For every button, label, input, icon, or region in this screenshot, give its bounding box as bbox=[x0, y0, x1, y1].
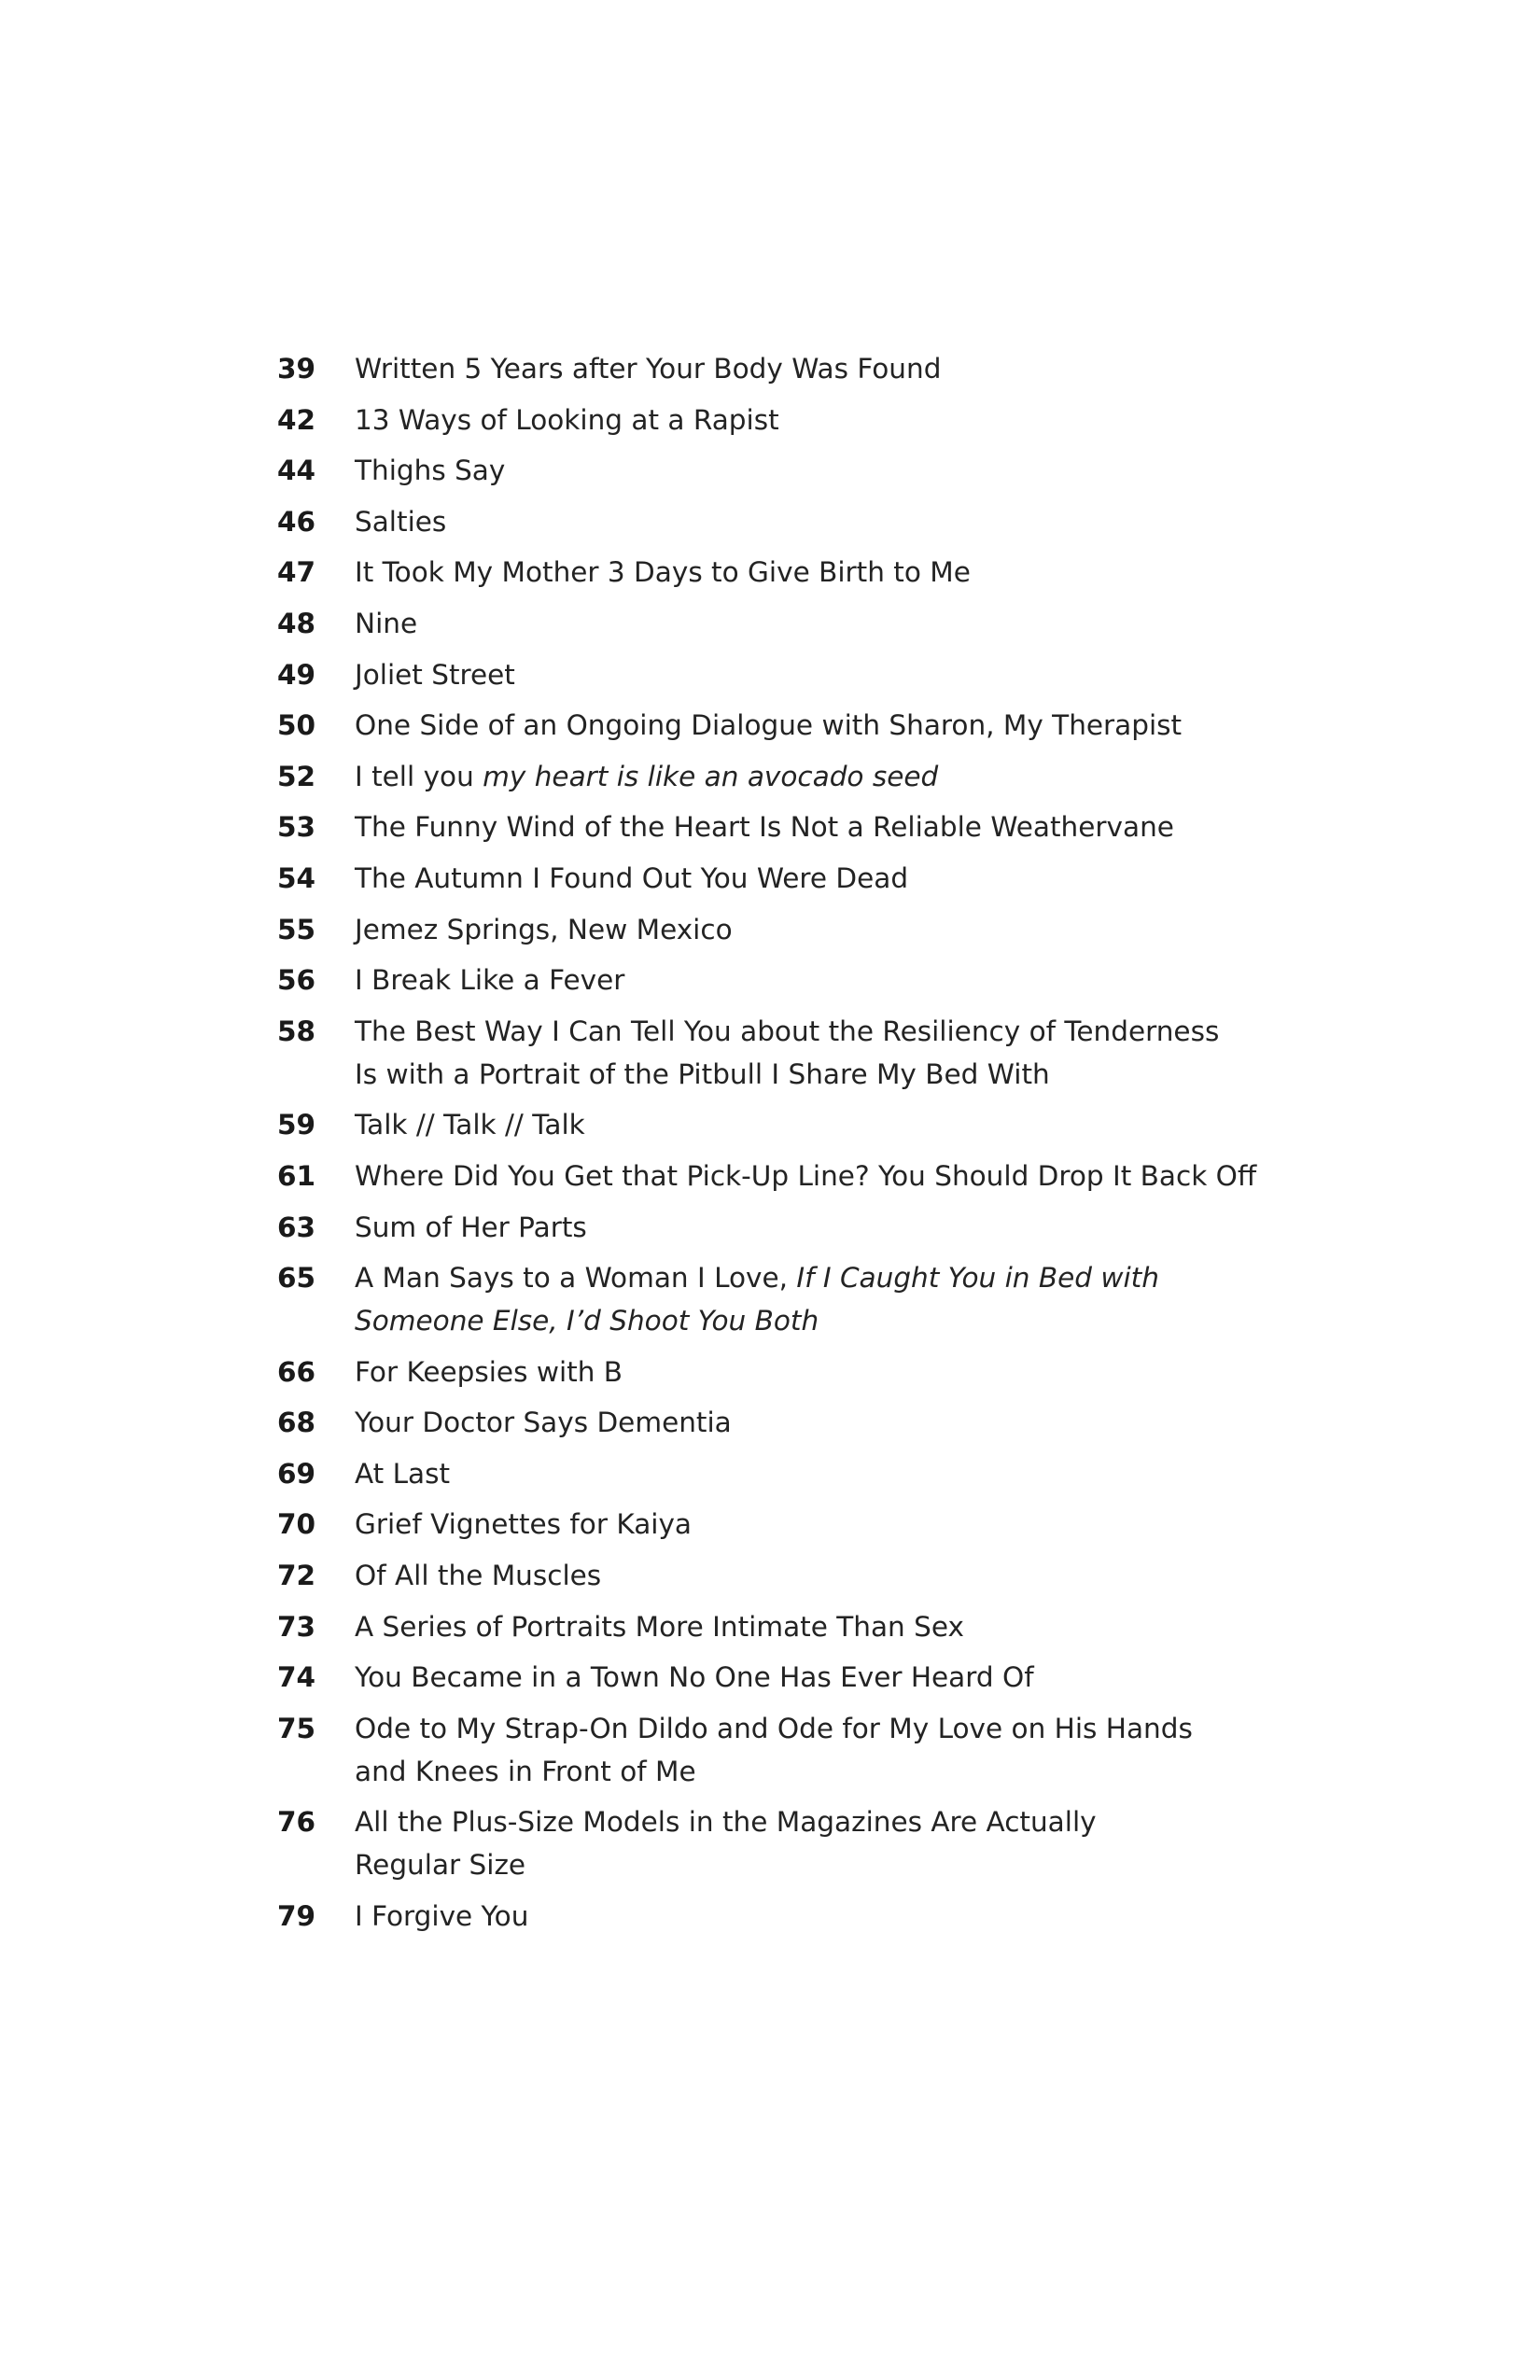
title-line bbox=[355, 1351, 1297, 1393]
page-number: 58 bbox=[276, 1015, 315, 1047]
title-line bbox=[355, 1103, 1297, 1146]
page-number: 61 bbox=[276, 1159, 315, 1192]
title-text: At Last bbox=[355, 1457, 451, 1490]
title-text: I Forgive You bbox=[355, 1900, 529, 1933]
table-of-contents bbox=[261, 347, 1307, 1946]
title-line bbox=[355, 1206, 1297, 1249]
page-number: 46 bbox=[276, 505, 315, 538]
title-text: Talk // Talk // Talk bbox=[355, 1109, 585, 1141]
page-number: 50 bbox=[276, 709, 315, 742]
toc-entry bbox=[261, 1605, 1307, 1648]
toc-entry bbox=[261, 1503, 1307, 1546]
title-text: Where Did You Get that Pick-Up Line? You Should Drop It Back Off bbox=[355, 1159, 1257, 1192]
page-number: 72 bbox=[276, 1560, 315, 1592]
title-text: A Man Says to a Woman I Love, bbox=[355, 1262, 797, 1295]
title-text: The Best Way I Can Tell You about the Resiliency of Tenderness bbox=[355, 1015, 1220, 1047]
entry-title bbox=[355, 1554, 1297, 1597]
toc-entry bbox=[261, 500, 1307, 543]
title-line bbox=[355, 1750, 1297, 1793]
toc-entry bbox=[261, 1206, 1307, 1249]
page-number: 52 bbox=[276, 760, 315, 792]
toc-entry bbox=[261, 755, 1307, 798]
toc-entry bbox=[261, 1707, 1307, 1793]
page-number: 47 bbox=[276, 556, 315, 589]
page-number: 48 bbox=[276, 607, 315, 639]
entry-title bbox=[355, 1351, 1297, 1393]
title-line bbox=[355, 1605, 1297, 1648]
toc-entry bbox=[261, 347, 1307, 390]
toc-entry bbox=[261, 1010, 1307, 1096]
title-line bbox=[355, 500, 1297, 543]
entry-title bbox=[355, 805, 1297, 848]
title-text: Grief Vignettes for Kaiya bbox=[355, 1508, 693, 1541]
entry-title bbox=[355, 551, 1297, 594]
title-line bbox=[355, 1299, 1297, 1342]
title-text: All the Plus-Size Models in the Magazines Are Actually bbox=[355, 1806, 1097, 1839]
title-text: Of All the Muscles bbox=[355, 1560, 602, 1592]
title-text: I tell you bbox=[355, 760, 483, 792]
title-text: Salties bbox=[355, 505, 447, 538]
title-text: A Series of Portraits More Intimate Than Sex bbox=[355, 1610, 964, 1643]
toc-entry bbox=[261, 1895, 1307, 1938]
toc-entry bbox=[261, 908, 1307, 951]
title-line bbox=[355, 551, 1297, 594]
title-line bbox=[355, 653, 1297, 696]
title-line bbox=[355, 805, 1297, 848]
title-text: Is with a Portrait of the Pitbull I Share My Bed With bbox=[355, 1057, 1050, 1090]
title-text: Thighs Say bbox=[355, 455, 506, 487]
toc-entry bbox=[261, 1800, 1307, 1886]
title-line bbox=[355, 1503, 1297, 1546]
toc-entry bbox=[261, 857, 1307, 900]
title-text: You Became in a Town No One Has Ever Heard Of bbox=[355, 1661, 1034, 1694]
page-number: 68 bbox=[276, 1407, 315, 1439]
entry-title bbox=[355, 755, 1297, 798]
title-line bbox=[355, 1554, 1297, 1597]
page-number: 73 bbox=[276, 1610, 315, 1643]
toc-entry bbox=[261, 602, 1307, 645]
page-number: 75 bbox=[276, 1712, 315, 1744]
entry-title bbox=[355, 704, 1297, 747]
page-number: 63 bbox=[276, 1211, 315, 1243]
title-italic-text: Someone Else, I’d Shoot You Both bbox=[355, 1305, 819, 1337]
title-text: I Break Like a Fever bbox=[355, 964, 625, 997]
page-number: 66 bbox=[276, 1355, 315, 1388]
entry-title bbox=[355, 500, 1297, 543]
page-number: 39 bbox=[276, 353, 315, 385]
entry-title bbox=[355, 1155, 1297, 1197]
page-number: 59 bbox=[276, 1109, 315, 1141]
title-line bbox=[355, 959, 1297, 1001]
title-text: Ode to My Strap-On Dildo and Ode for My Love on His Hands bbox=[355, 1712, 1193, 1744]
title-line bbox=[355, 602, 1297, 645]
title-line bbox=[355, 1895, 1297, 1938]
toc-entry bbox=[261, 551, 1307, 594]
entry-title bbox=[355, 1256, 1297, 1342]
title-line bbox=[355, 347, 1297, 390]
toc-entry bbox=[261, 959, 1307, 1001]
title-line bbox=[355, 1053, 1297, 1096]
entry-title bbox=[355, 1656, 1297, 1699]
title-line bbox=[355, 449, 1297, 492]
entry-title bbox=[355, 1010, 1297, 1096]
page-number: 69 bbox=[276, 1457, 315, 1490]
title-line bbox=[355, 1843, 1297, 1886]
title-text: and Knees in Front of Me bbox=[355, 1755, 696, 1787]
title-text: Jemez Springs, New Mexico bbox=[355, 913, 733, 945]
title-line bbox=[355, 1707, 1297, 1750]
entry-title bbox=[355, 449, 1297, 492]
page-number: 55 bbox=[276, 913, 315, 945]
toc-entry bbox=[261, 1656, 1307, 1699]
page-number: 65 bbox=[276, 1262, 315, 1295]
title-text: One Side of an Ongoing Dialogue with Sharon, My Therapist bbox=[355, 709, 1183, 742]
title-text: Sum of Her Parts bbox=[355, 1211, 587, 1243]
title-text: The Funny Wind of the Heart Is Not a Reliable Weathervane bbox=[355, 811, 1174, 844]
title-text: Joliet Street bbox=[355, 658, 515, 691]
entry-title bbox=[355, 602, 1297, 645]
toc-entry bbox=[261, 449, 1307, 492]
page-number: 76 bbox=[276, 1806, 315, 1839]
page-number: 56 bbox=[276, 964, 315, 997]
title-line bbox=[355, 1401, 1297, 1444]
page-number: 79 bbox=[276, 1900, 315, 1933]
toc-entry bbox=[261, 704, 1307, 747]
entry-title bbox=[355, 1895, 1297, 1938]
toc-entry bbox=[261, 1256, 1307, 1342]
title-text: Written 5 Years after Your Body Was Found bbox=[355, 353, 942, 385]
title-line bbox=[355, 1256, 1297, 1299]
entry-title bbox=[355, 857, 1297, 900]
page-number: 49 bbox=[276, 658, 315, 691]
title-line bbox=[355, 704, 1297, 747]
entry-title bbox=[355, 399, 1297, 441]
title-text: Your Doctor Says Dementia bbox=[355, 1407, 732, 1439]
page-number: 53 bbox=[276, 811, 315, 844]
title-line bbox=[355, 1155, 1297, 1197]
page-number: 54 bbox=[276, 861, 315, 894]
title-line bbox=[355, 399, 1297, 441]
toc-entry bbox=[261, 1554, 1307, 1597]
entry-title bbox=[355, 908, 1297, 951]
toc-entry bbox=[261, 1155, 1307, 1197]
title-line bbox=[355, 1800, 1297, 1843]
title-line bbox=[355, 1452, 1297, 1495]
toc-entry bbox=[261, 399, 1307, 441]
title-text: 13 Ways of Looking at a Rapist bbox=[355, 403, 779, 436]
title-italic-text: If I Caught You in Bed with bbox=[796, 1262, 1159, 1295]
title-text: The Autumn I Found Out You Were Dead bbox=[355, 861, 909, 894]
title-text: For Keepsies with B bbox=[355, 1355, 623, 1388]
page-number: 74 bbox=[276, 1661, 315, 1694]
entry-title bbox=[355, 1206, 1297, 1249]
toc-entry bbox=[261, 1401, 1307, 1444]
toc-entry bbox=[261, 1103, 1307, 1146]
toc-entry bbox=[261, 1452, 1307, 1495]
page-number: 70 bbox=[276, 1508, 315, 1541]
title-line bbox=[355, 1656, 1297, 1699]
title-italic-text: my heart is like an avocado seed bbox=[483, 760, 939, 792]
entry-title bbox=[355, 1707, 1297, 1793]
title-line bbox=[355, 1010, 1297, 1053]
toc-entry bbox=[261, 805, 1307, 848]
title-line bbox=[355, 755, 1297, 798]
entry-title bbox=[355, 1401, 1297, 1444]
title-text: Nine bbox=[355, 607, 418, 639]
entry-title bbox=[355, 1503, 1297, 1546]
entry-title bbox=[355, 1800, 1297, 1886]
entry-title bbox=[355, 1103, 1297, 1146]
title-line bbox=[355, 857, 1297, 900]
toc-entry bbox=[261, 1351, 1307, 1393]
entry-title bbox=[355, 959, 1297, 1001]
page-number: 44 bbox=[276, 455, 315, 487]
entry-title bbox=[355, 1605, 1297, 1648]
entry-title bbox=[355, 347, 1297, 390]
title-text: Regular Size bbox=[355, 1849, 526, 1882]
toc-entry bbox=[261, 653, 1307, 696]
entry-title bbox=[355, 653, 1297, 696]
title-text: It Took My Mother 3 Days to Give Birth to Me bbox=[355, 556, 971, 589]
entry-title bbox=[355, 1452, 1297, 1495]
title-line bbox=[355, 908, 1297, 951]
page-number: 42 bbox=[276, 403, 315, 436]
